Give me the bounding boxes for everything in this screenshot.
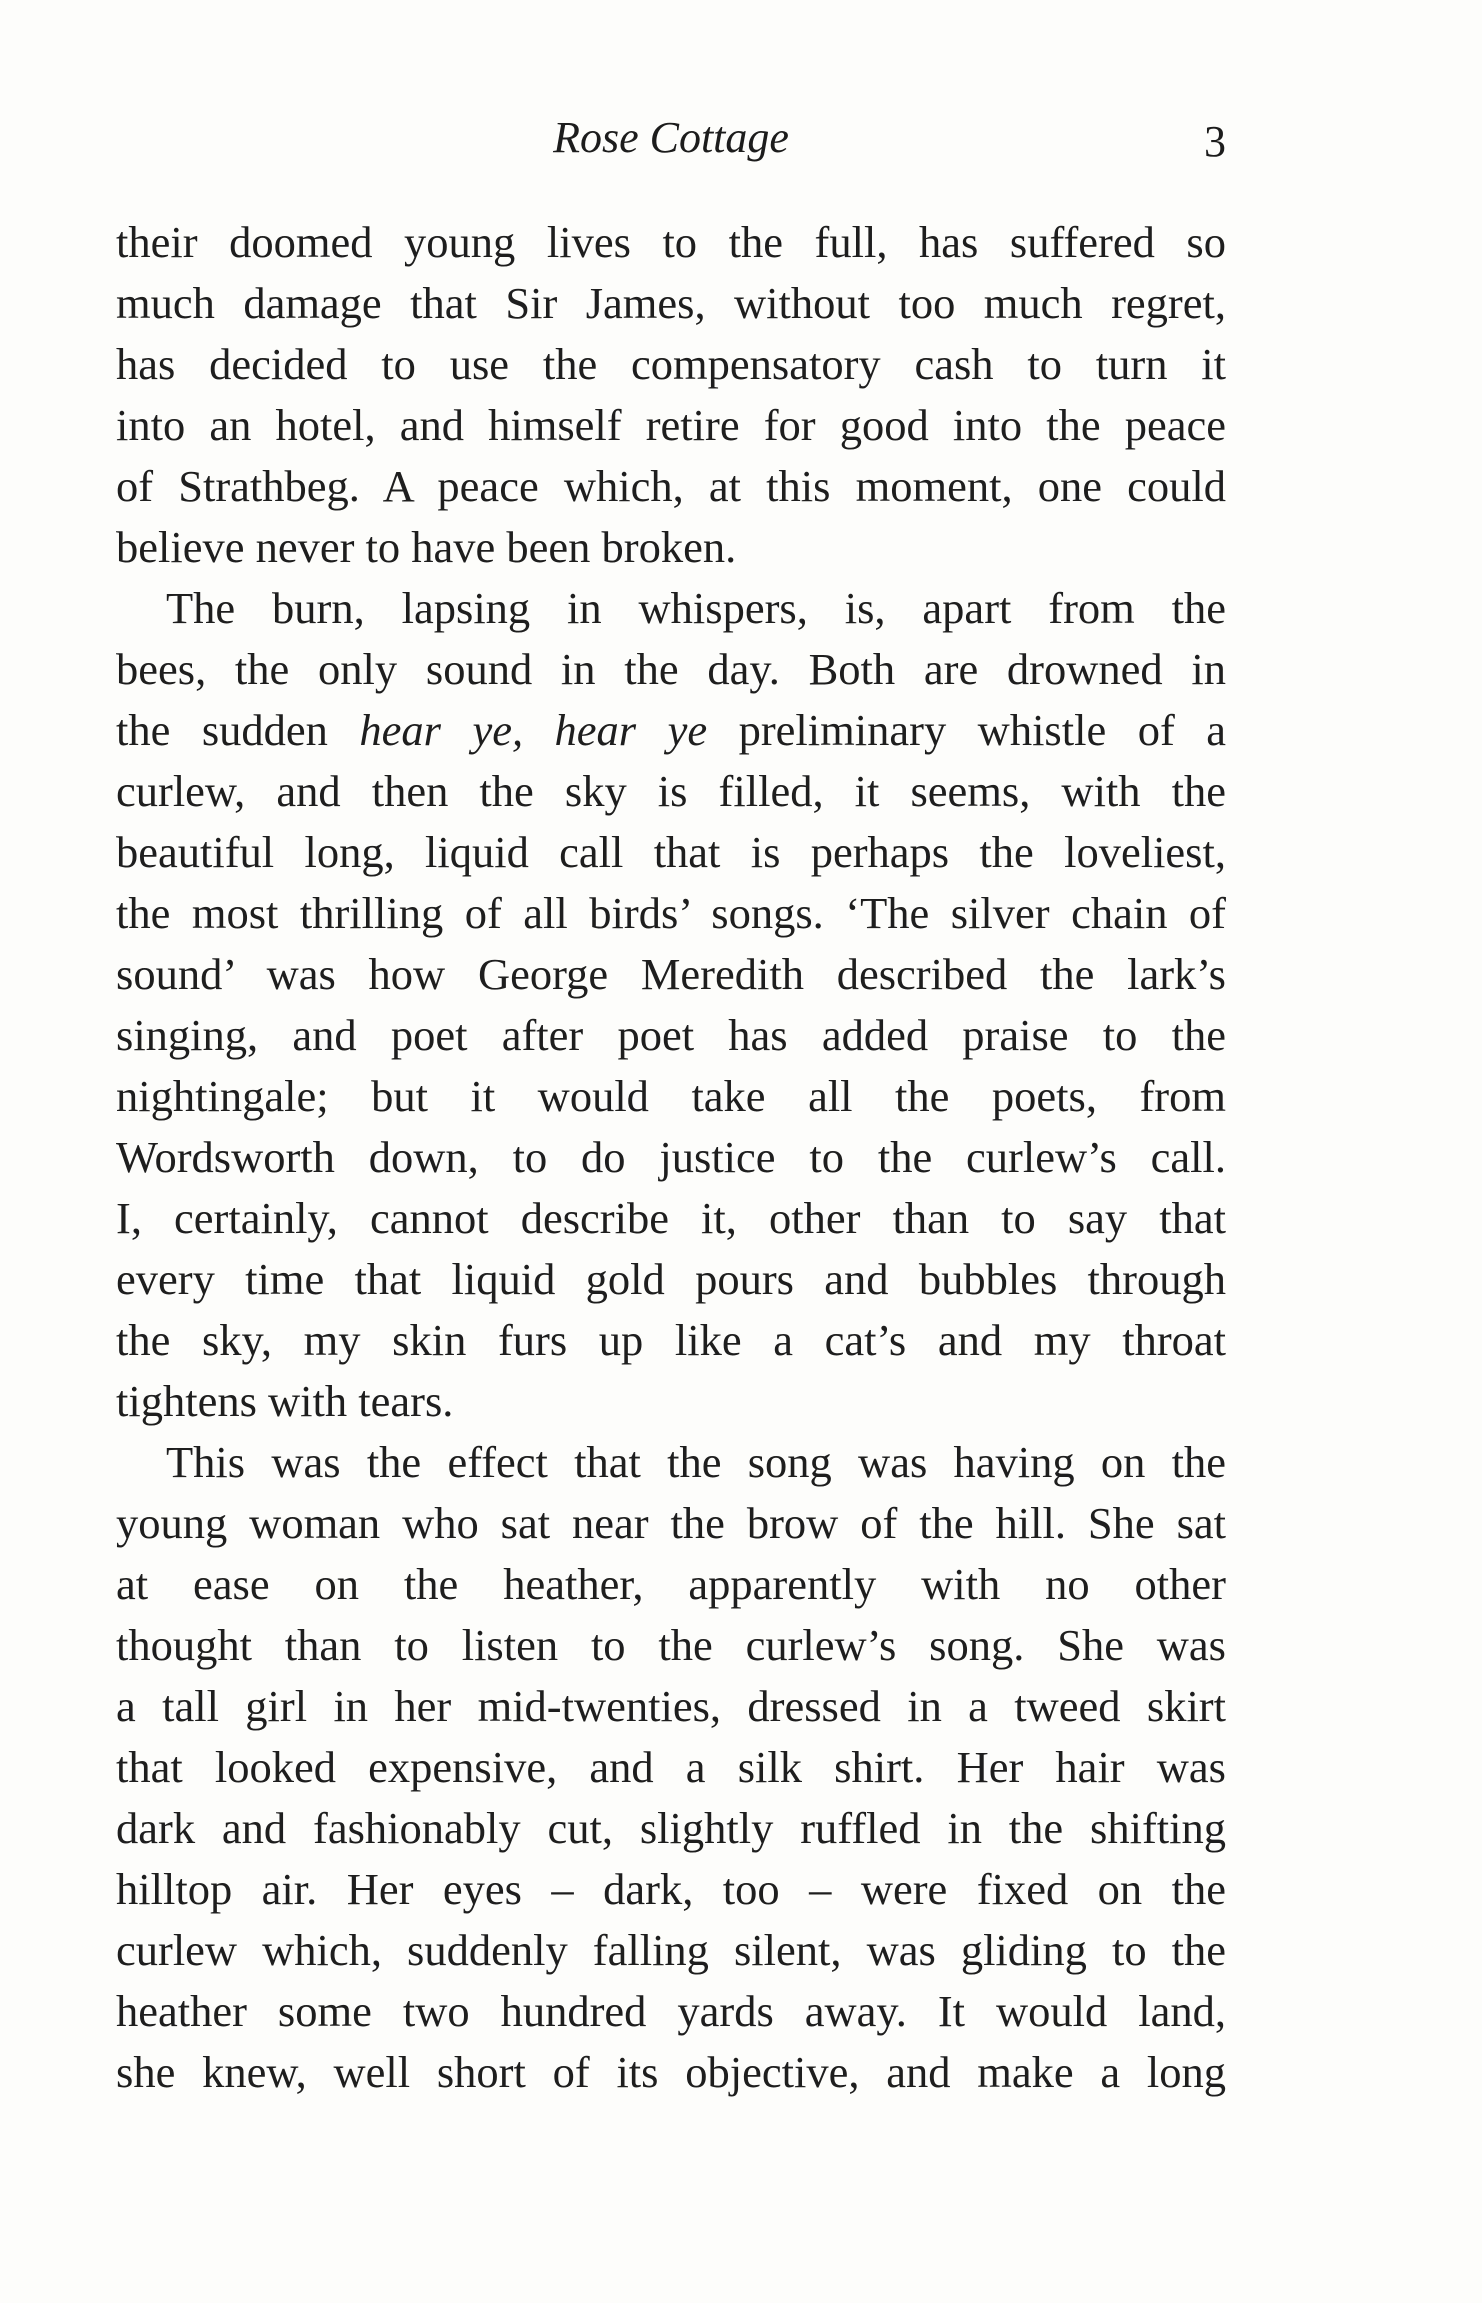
text-line: young woman who sat near the brow of the hill. She sat [116,1498,1226,1548]
page-header [116,108,1226,168]
text-segment: preliminary whistle of a [707,705,1227,755]
text-line: beautiful long, liquid call that is perhaps the loveliest, [116,827,1226,877]
text-line: much damage that Sir James, without too much regret, [116,278,1226,328]
text-line: bees, the only sound in the day. Both are drowned in [116,644,1226,694]
text-line: their doomed young lives to the full, has suffered so [116,217,1226,267]
text-line: hilltop air. Her eyes – dark, too – were fixed on the [116,1864,1226,1914]
text-line: Wordsworth down, to do justice to the curlew’s call. [116,1132,1226,1182]
text-line: at ease on the heather, apparently with no other [116,1559,1226,1609]
text-line: she knew, well short of its objective, and make a long [116,2047,1226,2097]
paragraph-3 [116,1432,1226,2103]
running-title: Rose Cottage [553,113,789,162]
text-line: sound’ was how George Meredith described the lark’s [116,949,1226,999]
paragraph-2 [116,578,1226,1432]
text-line: I, certainly, cannot describe it, other than to say that [116,1193,1226,1243]
text-segment: the sudden [116,705,360,755]
text-line: believe never to have been broken. [116,522,737,572]
text-line: nightingale; but it would take all the poets, from [116,1071,1226,1121]
text-line: has decided to use the compensatory cash to turn it [116,339,1226,389]
text-line: This was the effect that the song was having on the [166,1437,1226,1487]
text-line: heather some two hundred yards away. It would land, [116,1986,1226,2036]
page-number: 3 [1204,117,1226,166]
text-line: curlew which, suddenly falling silent, was gliding to the [116,1925,1226,1975]
text-line: every time that liquid gold pours and bubbles through [116,1254,1226,1304]
text-line: a tall girl in her mid-twenties, dressed in a tweed skirt [116,1681,1226,1731]
paragraph-1 [116,212,1226,578]
text-line: singing, and poet after poet has added praise to the [116,1010,1226,1060]
body-text [116,212,1226,2103]
text-line: into an hotel, and himself retire for good into the peace [116,400,1226,450]
text-line: that looked expensive, and a silk shirt. Her hair was [116,1742,1226,1792]
text-line: of Strathbeg. A peace which, at this moment, one could [116,461,1226,511]
text-line: The burn, lapsing in whispers, is, apart from the [166,583,1226,633]
text-line: the most thrilling of all birds’ songs. ‘The silver chain of [116,888,1226,938]
text-line-with-italic [116,700,1226,761]
text-line: tightens with tears. [116,1376,454,1426]
text-line: curlew, and then the sky is filled, it seems, with the [116,766,1226,816]
italic-phrase: hear ye, hear ye [359,705,708,755]
text-line: the sky, my skin furs up like a cat’s and my throat [116,1315,1226,1365]
text-line: dark and fashionably cut, slightly ruffled in the shifting [116,1803,1226,1853]
text-line: thought than to listen to the curlew’s song. She was [116,1620,1226,1670]
